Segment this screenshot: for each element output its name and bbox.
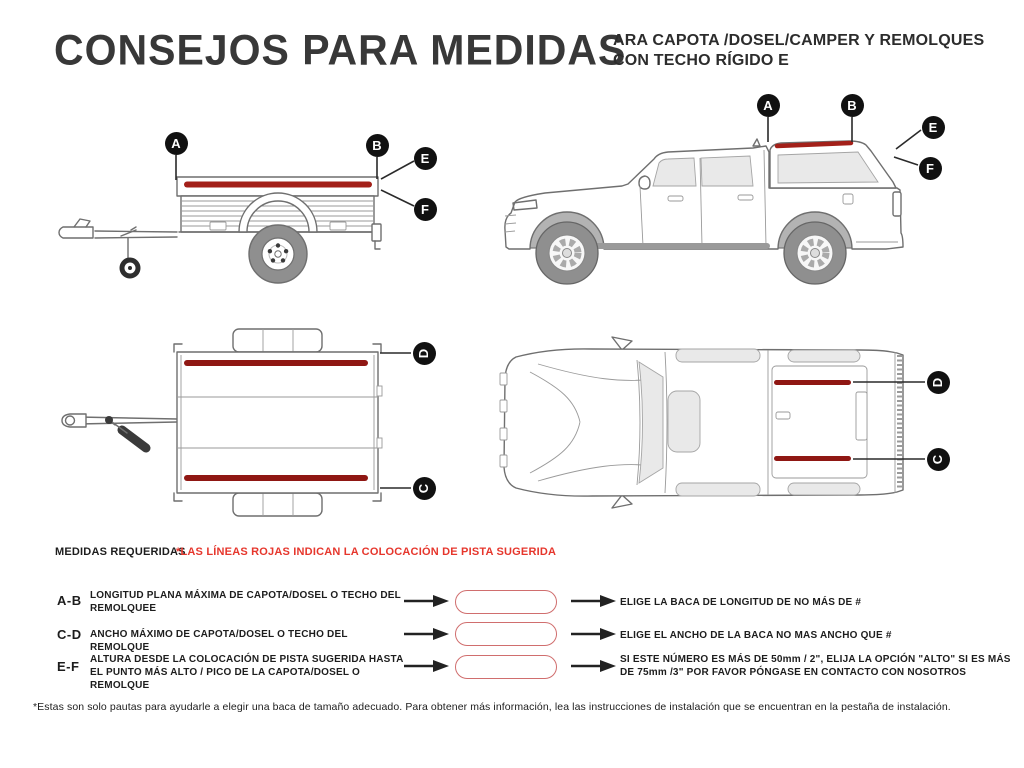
- measurement-input-ef[interactable]: [455, 655, 557, 679]
- page-title: CONSEJOS PARA MEDIDAS: [54, 26, 627, 74]
- measure-code-ef: E-F: [57, 659, 80, 674]
- callout-c-trailer-top: C: [413, 477, 436, 500]
- callout-e-trailer-side: E: [414, 147, 437, 170]
- measurement-input-cd[interactable]: [455, 622, 557, 646]
- measure-code-ab: A-B: [57, 593, 82, 608]
- measure-instruction-ef: SI ESTE NÚMERO ES MÁS DE 50mm / 2", ELIJA LA OPCIÓN "ALTO" SI ES MÁS DE 75mm /3" POR FAVOR PÓNGASE EN CONTACTO CON NOSOTROS: [620, 654, 1011, 678]
- measurement-input-ab[interactable]: [455, 590, 557, 614]
- callout-f-trailer-side: F: [414, 198, 437, 221]
- truck-top-view-diagram: [490, 330, 1020, 530]
- callout-a-truck-side: A: [757, 94, 780, 117]
- trailer-side-view-diagram: [40, 100, 460, 320]
- red-lines-note: *LAS LÍNEAS ROJAS INDICAN LA COLOCACIÓN DE PISTA SUGERIDA: [176, 546, 557, 558]
- arrow-right-icon: [404, 660, 449, 672]
- page-subtitle: [613, 31, 984, 71]
- measure-desc-cd: ANCHO MÁXIMO DE CAPOTA/DOSEL O TECHO DEL REMOLQUE: [90, 629, 348, 653]
- subtitle-line1: ARA CAPOTA /DOSEL/CAMPER Y REMOLQUES: [613, 32, 985, 49]
- measure-instruction-cd: ELIGE EL ANCHO DE LA BACA NO MAS ANCHO QUE #: [620, 630, 892, 641]
- callout-b-trailer-side: B: [366, 134, 389, 157]
- measure-code-cd: C-D: [57, 627, 82, 642]
- callout-e-truck-side: E: [922, 116, 945, 139]
- callout-d-truck-top: D: [927, 371, 950, 394]
- subtitle-line2: CON TECHO RÍGIDO E: [613, 52, 790, 69]
- measurements-heading: MEDIDAS REQUERIDAS: [55, 546, 186, 558]
- arrow-right-icon: [404, 628, 449, 640]
- footer-disclaimer: *Estas son solo pautas para ayudarle a elegir una baca de tamaño adecuado. Para obtener más información, lea las instrucciones de instalación que se encuentran en la pestaña de instalación.: [33, 701, 951, 713]
- arrow-right-icon: [404, 595, 449, 607]
- measure-desc-ef: ALTURA DESDE LA COLOCACIÓN DE PISTA SUGERIDA HASTA EL PUNTO MÁS ALTO / PICO DE LA CAPOTA/DOSEL O REMOLQUE: [90, 654, 404, 691]
- arrow-right-icon: [571, 628, 616, 640]
- callout-c-truck-top: C: [927, 448, 950, 471]
- callout-d-trailer-top: D: [413, 342, 436, 365]
- measure-desc-ab: LONGITUD PLANA MÁXIMA DE CAPOTA/DOSEL O TECHO DEL REMOLQUEE: [90, 590, 401, 614]
- callout-b-truck-side: B: [841, 94, 864, 117]
- trailer-top-view-diagram: [40, 320, 460, 530]
- arrow-right-icon: [571, 595, 616, 607]
- arrow-right-icon: [571, 660, 616, 672]
- callout-f-truck-side: F: [919, 157, 942, 180]
- measure-instruction-ab: ELIGE LA BACA DE LONGITUD DE NO MÁS DE #: [620, 597, 862, 608]
- callout-a-trailer-side: A: [165, 132, 188, 155]
